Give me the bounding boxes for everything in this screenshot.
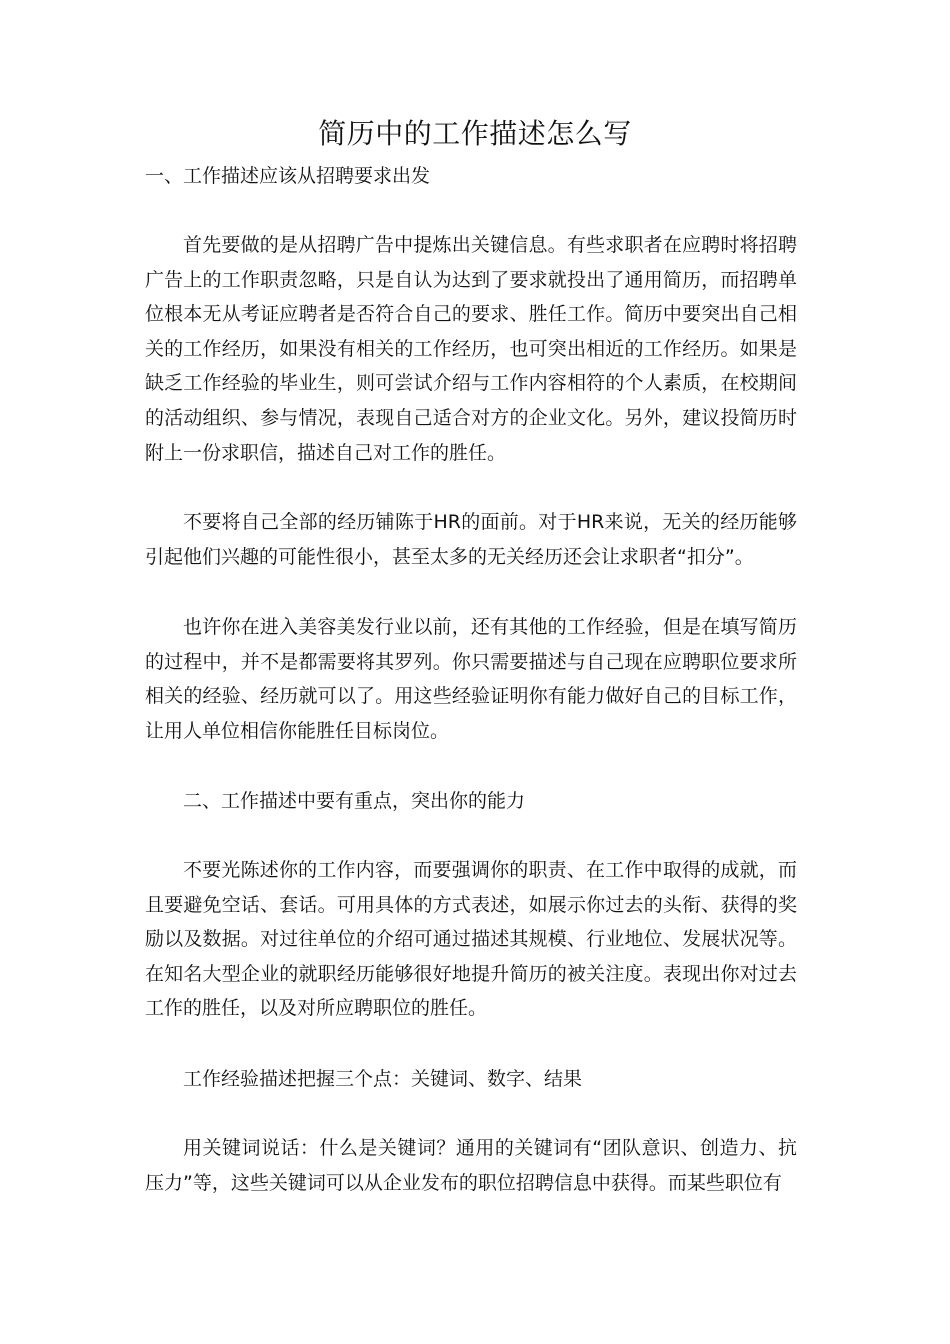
- paragraph-4: 不要光陈述你的工作内容，而要强调你的职责、在工作中取得的成就，而且要避免空话、套话。可用具体的方式表述，如展示你过去的头衔、获得的奖励以及数据。对过往单位的介绍可通过描述其规模、行业地位、发展状况等。在知名大型企业的就职经历能够很好地提升简历的被关注度。表现出你对过去工作的胜任，以及对所应聘职位的胜任。: [145, 859, 797, 1020]
- paragraph-1: 首先要做的是从招聘广告中提炼出关键信息。有些求职者在应聘时将招聘广告上的工作职责忽略，只是自认为达到了要求就投出了通用简历，而招聘单位根本无从考证应聘者是否符合自己的要求、胜任工作。简历中要突出自己相关的工作经历，如果没有相关的工作经历，也可突出相近的工作经历。如果是缺乏工作经验的毕业生，则可尝试介绍与工作内容相符的个人素质，在校期间的活动组织、参与情况，表现自己适合对方的企业文化。另外，建议投简历时附上一份求职信，描述自己对工作的胜任。: [145, 234, 797, 464]
- section-heading-3: 工作经验描述把握三个点：关键词、数字、结果: [183, 1068, 583, 1090]
- paragraph-2: 不要将自己全部的经历铺陈于HR的面前。对于HR来说，无关的经历能够引起他们兴趣的可能性很小，甚至太多的无关经历还会让求职者“扣分”。: [145, 511, 797, 568]
- paragraph-5: 用关键词说话：什么是关键词？通用的关键词有“团队意识、创造力、抗压力”等，这些关键词可以从企业发布的职位招聘信息中获得。而某些职位有: [145, 1137, 797, 1194]
- section-heading-2: 二、工作描述中要有重点，突出你的能力: [183, 790, 526, 812]
- document-title: 简历中的工作描述怎么写: [318, 117, 632, 150]
- section-heading-1: 一、工作描述应该从招聘要求出发: [145, 165, 431, 187]
- paragraph-3: 也许你在进入美容美发行业以前，还有其他的工作经验，但是在填写简历的过程中，并不是都需要将其罗列。你只需要描述与自己现在应聘职位要求所相关的经验、经历就可以了。用这些经验证明你有能力做好自己的目标工作，让用人单位相信你能胜任目标岗位。: [145, 616, 797, 742]
